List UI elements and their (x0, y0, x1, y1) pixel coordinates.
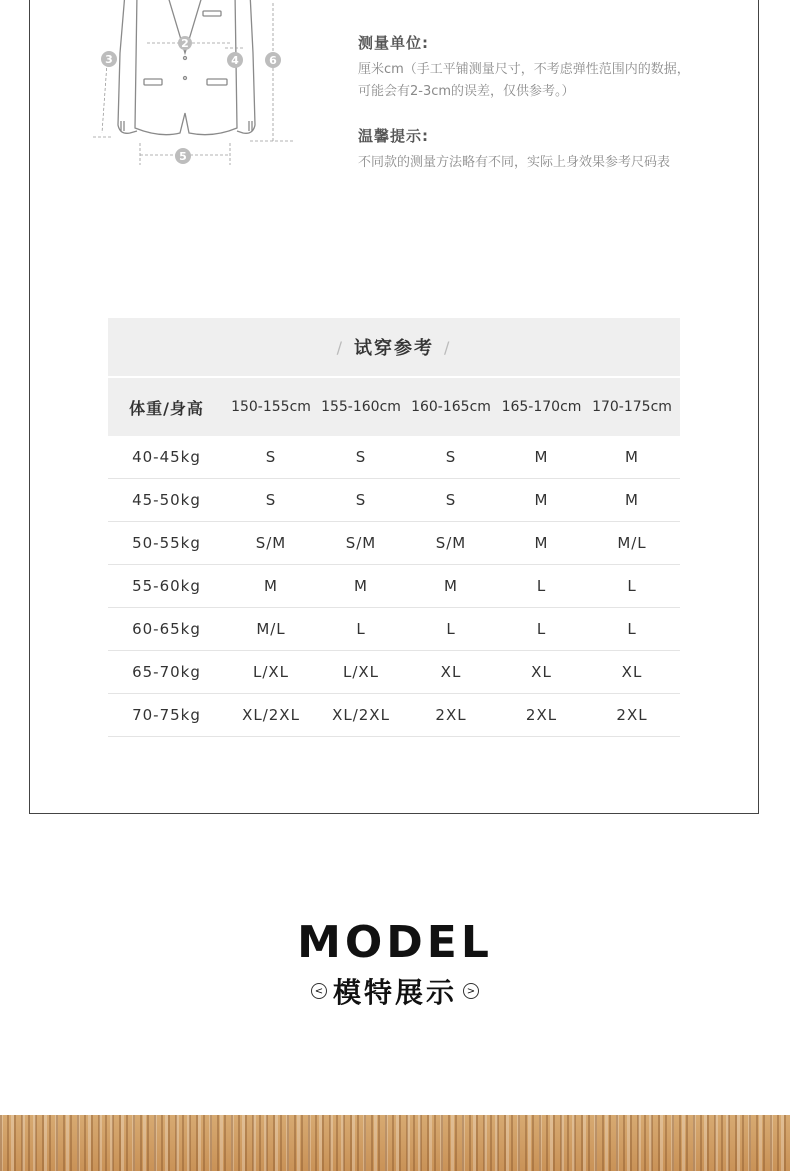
diagram-label-2: 2 (181, 37, 189, 50)
size-cell: S (445, 491, 457, 509)
size-cell: M (354, 577, 368, 595)
size-cell: M/L (617, 534, 647, 552)
model-title-en: MODEL (297, 917, 493, 968)
table-row (108, 694, 680, 737)
size-cell: XL (531, 663, 552, 681)
size-cell: 2XL (616, 706, 648, 724)
size-cell: L (446, 620, 456, 638)
diagram-label-3: 3 (105, 53, 113, 66)
size-cell: XL (621, 663, 643, 681)
size-cell: M (534, 448, 549, 466)
weight-cell: 45-50kg (132, 491, 201, 509)
size-cell: S (265, 491, 277, 509)
size-cell: S/M (255, 534, 287, 552)
size-cell: S (445, 448, 457, 466)
model-title-cn: 模特展示 (332, 976, 457, 1009)
chevron-right-icon: > (463, 983, 479, 999)
table-row (108, 565, 680, 608)
weight-cell: 70-75kg (132, 706, 201, 724)
unit-text-line-1: 厘米cm（手工平铺测量尺寸，不考虑弹性范围内的数据， (358, 62, 690, 77)
size-cell: S (265, 448, 277, 466)
size-cell: S/M (345, 534, 377, 552)
table-title-bar (108, 318, 680, 376)
header-cell: 155-160cm (321, 399, 401, 415)
measurement-notes (358, 32, 758, 174)
size-cell: 2XL (435, 706, 467, 724)
size-cell: L (536, 577, 547, 595)
size-cell: XL (440, 663, 462, 681)
table-row (108, 608, 680, 651)
table-row (108, 479, 680, 522)
header-cell: 体重/身高 (129, 398, 204, 418)
tip-title: 温馨提示: (358, 127, 429, 145)
size-cell: M (534, 534, 549, 552)
header-cell: 170-175cm (592, 399, 672, 415)
table-header-row (108, 378, 680, 436)
size-cell: L (536, 620, 547, 638)
diagram-label-6: 6 (269, 54, 277, 67)
size-cell: M/L (256, 620, 286, 638)
table-body (108, 436, 680, 737)
header-cell: 160-165cm (411, 399, 491, 415)
weight-cell: 65-70kg (132, 663, 201, 681)
size-cell: L (356, 620, 366, 638)
table-row (108, 522, 680, 565)
diagram-label-4: 4 (231, 54, 239, 67)
tip-text: 不同款的测量方法略有不同，实际上身效果参考尺码表 (358, 155, 671, 170)
weight-cell: 60-65kg (132, 620, 201, 638)
size-cell: XL/2XL (332, 706, 390, 724)
weight-cell: 50-55kg (132, 534, 201, 552)
size-cell: M (264, 577, 278, 595)
size-cell: L/XL (342, 663, 380, 681)
model-title-cn-row (0, 971, 790, 1011)
fit-reference-table (108, 318, 680, 737)
size-cell: M (534, 491, 549, 509)
size-cell: M (625, 491, 639, 509)
unit-title: 测量单位: (358, 34, 429, 52)
header-cell: 165-170cm (501, 399, 582, 415)
model-photo-top-edge (0, 1115, 790, 1171)
weight-cell: 55-60kg (132, 577, 201, 595)
size-cell: XL/2XL (242, 706, 300, 724)
size-cell: M (444, 577, 458, 595)
weight-cell: 40-45kg (132, 448, 201, 466)
size-cell: 2XL (525, 706, 558, 724)
table-title: 试穿参考 (354, 338, 434, 359)
size-cell: S/M (435, 534, 467, 552)
table-row (108, 651, 680, 694)
title-slash-left: / (336, 337, 344, 357)
size-cell: L/XL (252, 663, 290, 681)
jacket-measurement-diagram (85, 0, 305, 178)
size-cell: S (355, 491, 367, 509)
size-cell: S (355, 448, 367, 466)
title-slash-right: / (444, 337, 452, 357)
header-cell: 150-155cm (231, 399, 311, 415)
model-section-heading (0, 915, 790, 1011)
unit-text-line-2: 可能会有2-3cm的误差，仅供参考。） (358, 84, 575, 99)
size-cell: L (627, 620, 637, 638)
table-row (108, 436, 680, 479)
diagram-label-5: 5 (179, 150, 187, 163)
chevron-left-icon: < (311, 983, 327, 999)
size-cell: M (625, 448, 639, 466)
size-cell: L (627, 577, 637, 595)
